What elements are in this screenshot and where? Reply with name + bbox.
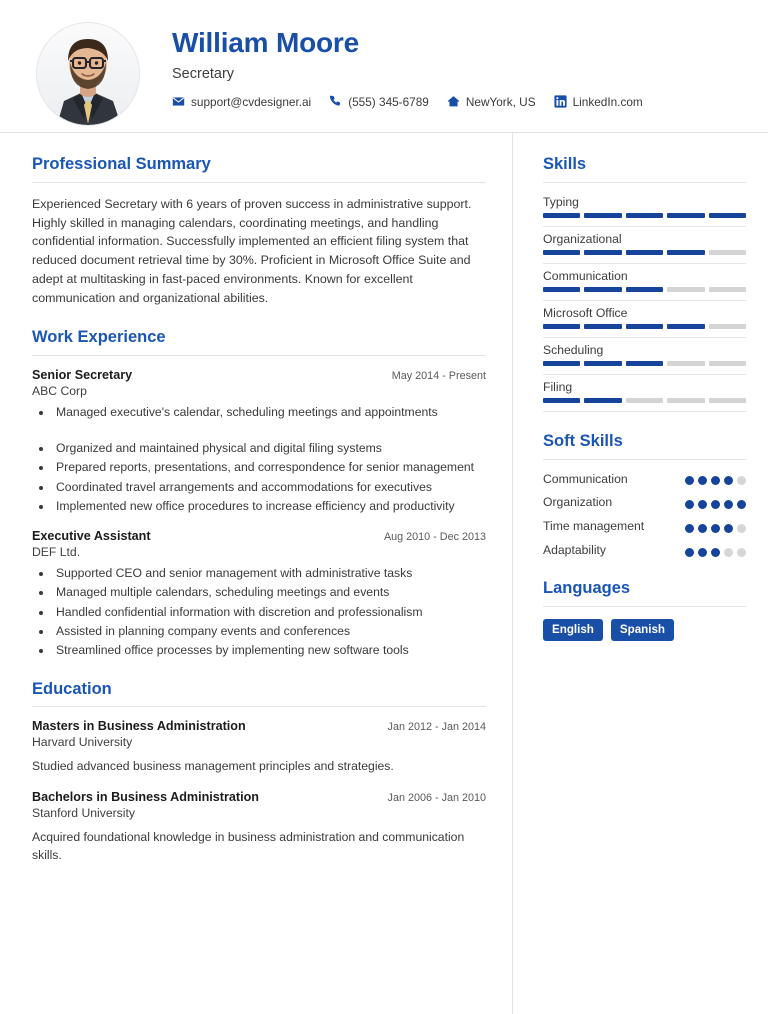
skill-level-bar — [543, 213, 746, 218]
soft-skill-row — [543, 519, 746, 535]
envelope-icon — [172, 95, 185, 108]
rating-dot — [737, 548, 746, 557]
work-entry — [32, 529, 486, 659]
resume-body — [0, 133, 768, 1014]
skill-bar-segment — [709, 324, 746, 329]
skill-bar-segment — [584, 398, 621, 403]
main-column — [0, 133, 513, 1014]
skill-level-bar — [543, 361, 746, 366]
skill-bar-segment — [626, 250, 663, 255]
skill-bar-segment — [709, 361, 746, 366]
section-rule — [32, 706, 486, 707]
education-entry — [32, 719, 486, 775]
section-title-soft-skills: Soft Skills — [543, 431, 623, 450]
candidate-name: William Moore — [172, 27, 359, 58]
soft-skill-rating-dots — [685, 474, 746, 485]
skill-bar-segment — [584, 361, 621, 366]
contact-phone-label: (555) 345-6789 — [348, 94, 429, 109]
skill-bar-segment — [543, 398, 580, 403]
section-rule — [32, 182, 486, 183]
work-bullets — [32, 564, 486, 659]
linkedin-icon — [554, 95, 567, 108]
rating-dot — [698, 548, 707, 557]
skill-label: Communication — [543, 268, 628, 283]
education-school: Harvard University — [32, 735, 133, 750]
skill-bar-segment — [667, 324, 704, 329]
work-bullet: • Coordinated travel arrangements and accommodations for executives — [53, 478, 486, 496]
section-languages — [543, 579, 746, 641]
education-entry-head — [32, 719, 486, 733]
work-organization: ABC Corp — [32, 383, 87, 398]
section-professional-summary — [32, 155, 486, 308]
rating-dot — [685, 476, 694, 485]
work-bullet: • Handled confidential information with discretion and professionalism — [53, 603, 486, 621]
skill-bar-segment — [626, 213, 663, 218]
home-icon — [447, 95, 460, 108]
contact-email-label: support@cvdesigner.ai — [191, 94, 312, 109]
work-role: Senior Secretary — [32, 367, 133, 382]
soft-skill-label: Time management — [543, 519, 645, 534]
skill-label: Filing — [543, 379, 573, 394]
soft-skill-label: Organization — [543, 495, 613, 510]
skill-label: Microsoft Office — [543, 305, 628, 320]
work-entry-head — [32, 529, 486, 543]
rating-dot — [724, 500, 733, 509]
education-degree: Masters in Business Administration — [32, 719, 246, 734]
education-entry — [32, 790, 486, 865]
skill-row — [543, 306, 746, 337]
work-bullet: • Organized and maintained physical and digital filing systems — [53, 439, 486, 457]
rating-dot — [737, 500, 746, 509]
rating-dot — [711, 476, 720, 485]
rating-dot — [724, 548, 733, 557]
skill-bar-segment — [709, 250, 746, 255]
rating-dot — [711, 548, 720, 557]
rating-dot — [685, 524, 694, 533]
contact-linkedin[interactable] — [554, 95, 643, 109]
section-title-languages: Languages — [543, 579, 631, 598]
skill-bar-segment — [543, 250, 580, 255]
education-school: Stanford University — [32, 805, 135, 820]
work-entry — [32, 368, 486, 515]
soft-skill-rating-dots — [685, 498, 746, 509]
skill-bar-segment — [626, 287, 663, 292]
work-bullet: • Managed multiple calendars, scheduling meetings and events — [53, 583, 486, 601]
skill-bar-segment — [626, 361, 663, 366]
rating-dot — [737, 524, 746, 533]
work-organization: DEF Ltd. — [32, 545, 81, 560]
skill-label: Scheduling — [543, 342, 604, 357]
language-chip: English — [543, 619, 603, 641]
skill-bar-segment — [584, 287, 621, 292]
skill-bar-segment — [709, 287, 746, 292]
contact-phone[interactable] — [329, 95, 429, 109]
skill-label: Organizational — [543, 231, 622, 246]
skill-row — [543, 232, 746, 263]
contact-location[interactable] — [447, 95, 536, 109]
skill-label: Typing — [543, 194, 579, 209]
candidate-job-title: Secretary — [172, 65, 235, 82]
skill-row — [543, 269, 746, 300]
soft-skill-label: Adaptability — [543, 543, 607, 558]
language-chip: Spanish — [611, 619, 674, 641]
skill-bar-segment — [709, 398, 746, 403]
soft-skill-label: Communication — [543, 471, 628, 486]
skill-level-bar — [543, 250, 746, 255]
skill-bar-segment — [667, 287, 704, 292]
summary-text: Experienced Secretary with 6 years of proven success in administrative support. Highly skilled in managing calendars, coordinating meetings, and handling confidential information. Successfully implemented an efficient filing system that reduced document retrieval time by 30%. Proficient in Microsoft Office Suite and adept at multitasking in fast-paced environments. Known for excellent communication and organizational abilities. — [32, 196, 472, 306]
rating-dot — [711, 524, 720, 533]
section-rule — [543, 606, 746, 607]
rating-dot — [685, 500, 694, 509]
section-rule — [543, 459, 746, 460]
education-degree: Bachelors in Business Administration — [32, 789, 259, 804]
work-date: Aug 2010 - Dec 2013 — [383, 531, 486, 544]
work-bullet: • Supported CEO and senior management with administrative tasks — [53, 564, 486, 582]
skill-divider — [543, 337, 746, 338]
work-role: Executive Assistant — [32, 529, 151, 544]
resume-header — [0, 0, 768, 133]
skill-level-bar — [543, 324, 746, 329]
skill-row — [543, 195, 746, 226]
skill-bar-segment — [584, 250, 621, 255]
skills-list — [543, 195, 746, 412]
contact-linkedin-label: LinkedIn.com — [572, 94, 643, 109]
soft-skill-row — [543, 543, 746, 559]
skill-divider — [543, 411, 746, 412]
section-rule — [543, 182, 746, 183]
skill-bar-segment — [584, 213, 621, 218]
skill-bar-segment — [543, 213, 580, 218]
skill-row — [543, 343, 746, 374]
skill-divider — [543, 374, 746, 375]
rating-dot — [698, 524, 707, 533]
soft-skill-rating-dots — [685, 522, 746, 533]
education-date: Jan 2012 - Jan 2014 — [387, 721, 486, 734]
skill-divider — [543, 226, 746, 227]
work-bullet: • Prepared reports, presentations, and correspondence for senior management — [53, 458, 486, 476]
work-bullet: • Implemented new office procedures to increase efficiency and productivity — [53, 497, 486, 515]
education-description: Studied advanced business management principles and strategies. — [32, 759, 394, 774]
work-entry-head — [32, 368, 486, 382]
section-title-summary: Professional Summary — [32, 155, 211, 173]
section-work-experience — [32, 328, 486, 660]
rating-dot — [737, 476, 746, 485]
soft-skills-list — [543, 472, 746, 559]
skill-bar-segment — [667, 250, 704, 255]
phone-icon — [329, 95, 342, 108]
rating-dot — [711, 500, 720, 509]
sidebar-column — [513, 133, 768, 1014]
soft-skill-row — [543, 472, 746, 488]
skill-bar-segment — [543, 324, 580, 329]
soft-skill-row — [543, 495, 746, 511]
skill-level-bar — [543, 398, 746, 403]
skill-bar-segment — [667, 361, 704, 366]
section-title-work: Work Experience — [32, 327, 166, 346]
education-date: Jan 2006 - Jan 2010 — [387, 791, 486, 804]
rating-dot — [724, 476, 733, 485]
skill-bar-segment — [626, 324, 663, 329]
rating-dot — [685, 548, 694, 557]
contact-email[interactable] — [172, 95, 311, 109]
skill-bar-segment — [626, 398, 663, 403]
rating-dot — [724, 524, 733, 533]
section-soft-skills — [543, 432, 746, 559]
skill-row — [543, 380, 746, 411]
work-date: May 2014 - Present — [391, 369, 486, 382]
skill-bar-segment — [709, 213, 746, 218]
skill-bar-segment — [543, 361, 580, 366]
work-bullet: • Streamlined office processes by implementing new software tools — [53, 641, 486, 659]
section-education — [32, 680, 486, 865]
header-text-block — [172, 20, 643, 109]
work-bullet: • Managed executive's calendar, scheduling meetings and appointments — [53, 403, 486, 421]
skill-bar-segment — [543, 287, 580, 292]
education-description: Acquired foundational knowledge in business administration and communication skills. — [32, 829, 465, 863]
work-bullet: • Assisted in planning company events and conferences — [53, 622, 486, 640]
soft-skill-rating-dots — [685, 546, 746, 557]
section-title-skills: Skills — [543, 155, 587, 173]
contact-row — [172, 95, 643, 109]
work-bullets — [32, 403, 486, 515]
education-entry-head — [32, 790, 486, 804]
skill-bar-segment — [667, 213, 704, 218]
section-skills — [543, 155, 746, 412]
skill-divider — [543, 300, 746, 301]
rating-dot — [698, 476, 707, 485]
skill-bar-segment — [584, 324, 621, 329]
skill-divider — [543, 263, 746, 264]
section-rule — [32, 355, 486, 356]
skill-bar-segment — [667, 398, 704, 403]
skill-level-bar — [543, 287, 746, 292]
contact-location-label: NewYork, US — [465, 94, 536, 109]
rating-dot — [698, 500, 707, 509]
language-chip-list — [543, 619, 746, 641]
avatar — [36, 22, 140, 126]
section-title-education: Education — [32, 679, 112, 698]
